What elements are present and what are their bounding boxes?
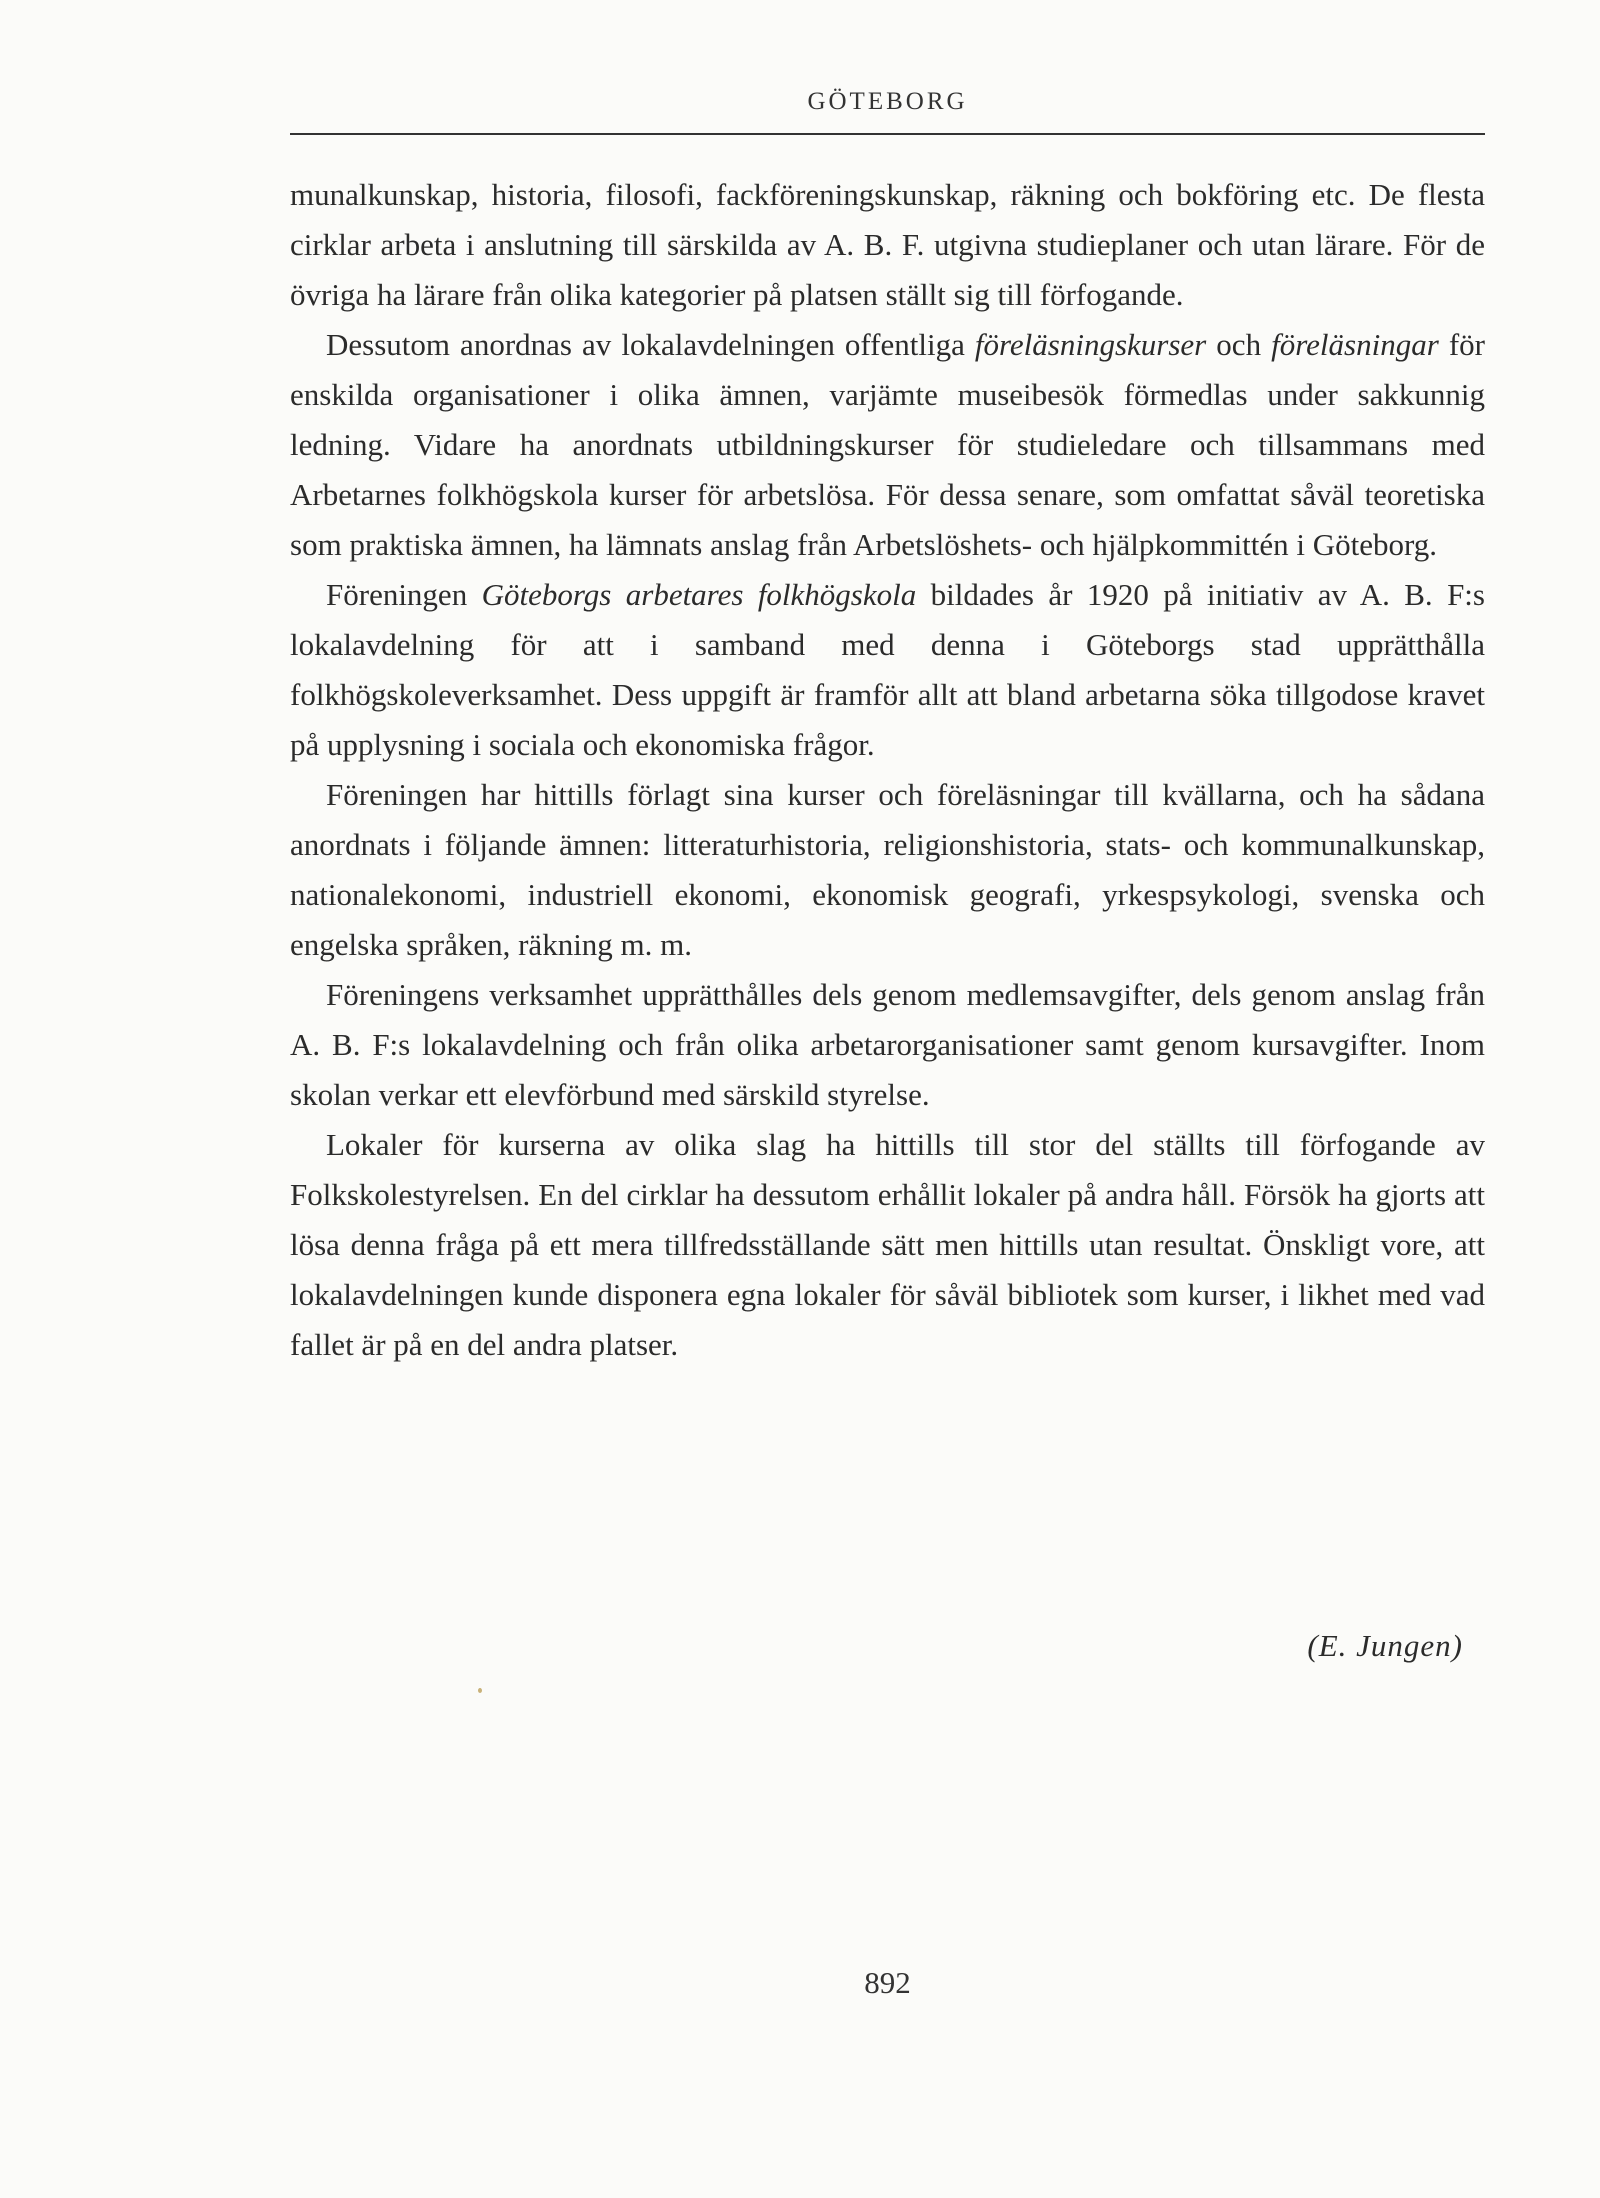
paragraph-text: Dessutom anordnas av lokalavdelningen offentliga [326, 327, 975, 362]
page-number: 892 [864, 1965, 911, 2000]
paragraph-text: Föreningen har hittills förlagt sina kurser och föreläsningar till kvällarna, och ha sådana anordnats i följande ämnen: litteraturhistoria, religionshistoria, stats- och kommunalkunskap, nationalekonomi, industriell ekonomi, ekonomisk geografi, yrkespsykologi, svenska och engelska språken, räkning m. m. [290, 777, 1485, 962]
paragraph-1 [290, 170, 1485, 320]
paragraph-text: Föreningen [326, 577, 482, 612]
paragraph-2 [290, 320, 1485, 570]
paragraph-6 [290, 1120, 1485, 1370]
paragraph-3 [290, 570, 1485, 770]
paragraph-text: Lokaler för kurserna av olika slag ha hittills till stor del ställts till förfogande av Folkskolestyrelsen. En del cirklar ha dessutom erhållit lokaler på andra håll. Försök ha gjorts att lösa denna fråga på ett mera tillfredsställande sätt men hittills utan resultat. Önskligt vore, att lokalavdelningen kunde disponera egna lokaler för såväl bibliotek som kurser, i likhet med vad fallet är på en del andra platser. [290, 1127, 1485, 1362]
author-signature: (E. Jungen) [1307, 1628, 1463, 1663]
header-rule [290, 133, 1485, 135]
italic-term: Göteborgs arbetares folkhögskola [481, 577, 917, 612]
paragraph-text: för enskilda organisationer i olika ämnen, varjämte museibesök förmedlas under sakkunnig ledning. Vidare ha anordnats utbildningskurser för studieledare och tillsammans med Arbetarnes folkhögskola kurser för arbetslösa. För dessa senare, som omfattat såväl teoretiska som praktiska ämnen, ha lämnats anslag från Arbetslöshets- och hjälpkommittén i Göteborg. [290, 327, 1485, 562]
italic-term: föreläsningskurser [974, 327, 1207, 362]
running-header: GÖTEBORG [807, 88, 968, 115]
paragraph-4 [290, 770, 1485, 970]
paper-speck [478, 1688, 482, 1693]
paragraph-text: bildades år 1920 på initiativ av A. B. F:s lokalavdelning för att i samband med denna i Göteborgs stad upprätthålla folkhögskoleverksamhet. Dess uppgift är framför allt att bland arbetarna söka tillgodose kravet på upplysning i sociala och ekonomiska frågor. [290, 577, 1485, 762]
paragraph-5 [290, 970, 1485, 1120]
paragraph-text: Föreningens verksamhet upprätthålles dels genom medlemsavgifter, dels genom anslag från A. B. F:s lokalavdelning och från olika arbetarorganisationer samt genom kursavgifter. Inom skolan verkar ett elevförbund med särskild styrelse. [290, 977, 1485, 1112]
italic-term: föreläsningar [1271, 327, 1439, 362]
body-text [290, 170, 1485, 1370]
paragraph-text: och [1206, 327, 1272, 362]
paragraph-text: munalkunskap, historia, filosofi, fackföreningskunskap, räkning och bokföring etc. De flesta cirklar arbeta i anslutning till särskilda av A. B. F. utgivna studieplaner och utan lärare. För de övriga ha lärare från olika kategorier på platsen ställt sig till förfogande. [290, 177, 1485, 312]
